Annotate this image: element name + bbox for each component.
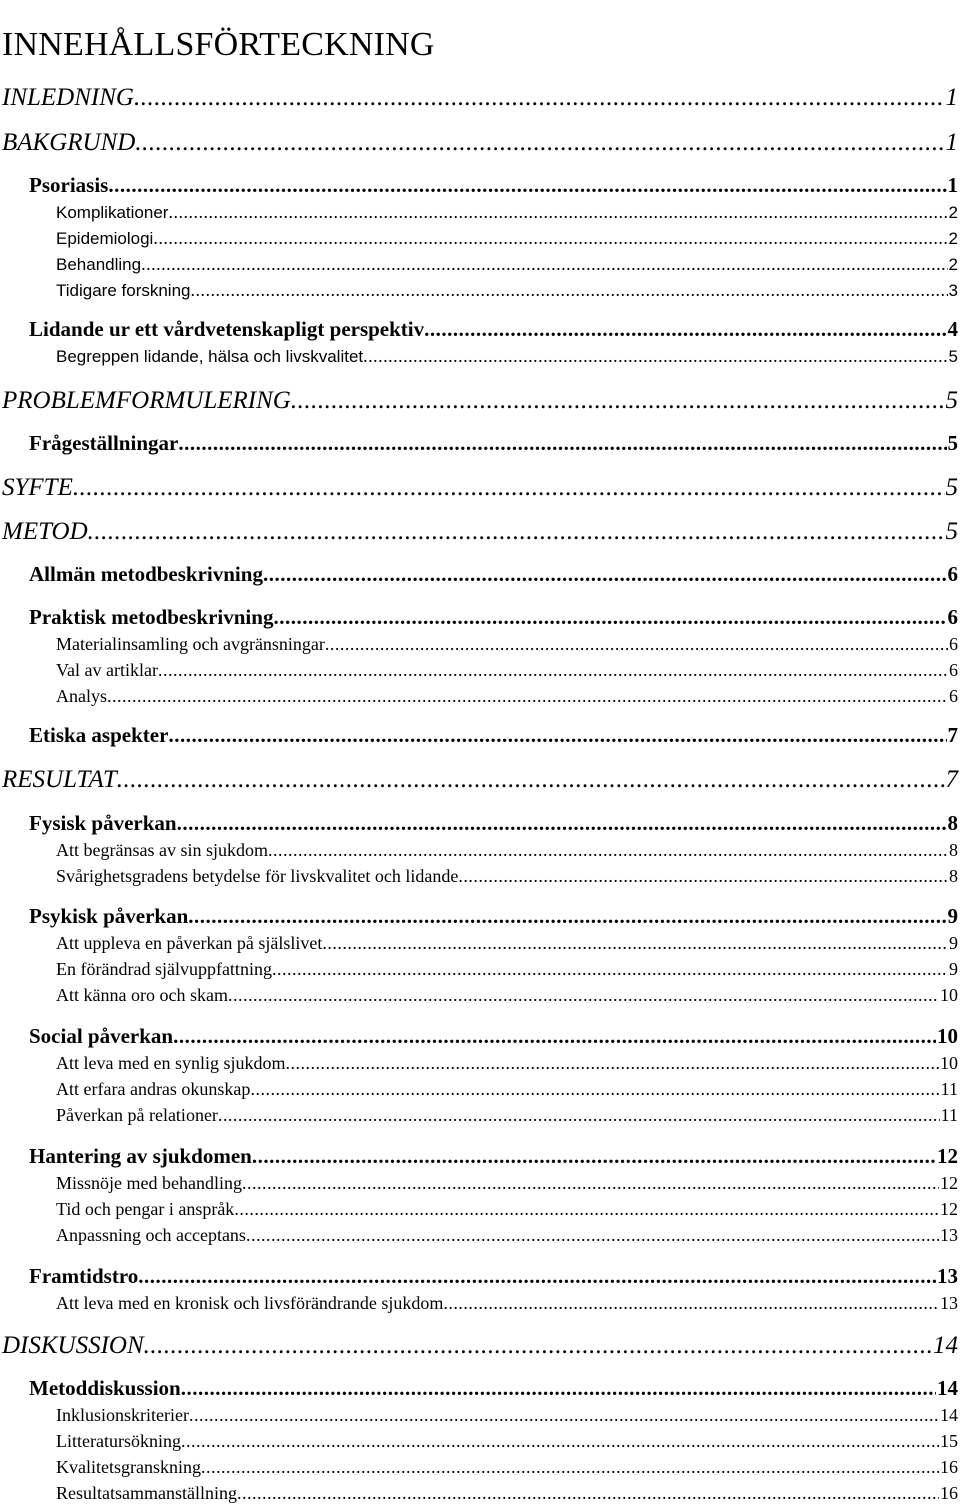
toc-entry-label: Tid och pengar i anspråk xyxy=(56,1199,235,1219)
toc-entry-subsection[interactable] xyxy=(29,604,958,630)
toc-entry-label: SYFTE xyxy=(2,474,73,501)
toc-entry-subsubsection[interactable] xyxy=(56,658,958,682)
toc-entry-subsubsection[interactable] xyxy=(56,252,958,276)
toc-entry-subsubsection[interactable] xyxy=(56,983,958,1007)
toc-entry-page-number: 6 xyxy=(949,660,958,680)
toc-entry-page-number: 12 xyxy=(940,1173,958,1193)
toc-entry-subsection[interactable] xyxy=(29,810,958,836)
toc-entry-section[interactable] xyxy=(2,386,958,416)
toc-entry-subsection[interactable] xyxy=(29,561,958,587)
toc-entry-label: Metoddiskussion xyxy=(29,1376,181,1400)
toc-entry-page-number: 10 xyxy=(940,1053,958,1073)
dot-leader xyxy=(144,1331,932,1361)
dot-leader xyxy=(158,658,948,682)
toc-entry-label: Inklusionskriterier xyxy=(56,1405,189,1425)
toc-entry-page-number: 4 xyxy=(947,317,958,341)
toc-entry-section[interactable] xyxy=(2,765,958,795)
toc-entry-label: Social påverkan xyxy=(29,1024,174,1048)
toc-entry-subsubsection[interactable] xyxy=(56,1429,958,1453)
toc-entry-page-number: 15 xyxy=(940,1431,958,1451)
toc-entry-label: Missnöje med behandling xyxy=(56,1173,242,1193)
toc-entry-label: Komplikationer xyxy=(56,203,169,222)
dot-leader xyxy=(228,983,939,1007)
dot-leader xyxy=(322,931,948,955)
toc-entry-page-number: 5 xyxy=(947,431,958,455)
toc-entry-section[interactable] xyxy=(2,83,958,113)
dot-leader xyxy=(191,278,948,302)
toc-entry-label: METOD xyxy=(2,518,88,545)
toc-entry-label: Att leva med en kronisk och livsförändrande sjukdom xyxy=(56,1293,444,1313)
toc-entry-page-number: 2 xyxy=(948,255,958,274)
dot-leader xyxy=(135,128,944,158)
dot-leader xyxy=(178,430,946,456)
dot-leader xyxy=(153,226,947,250)
toc-entry-section[interactable] xyxy=(2,517,958,547)
dot-leader xyxy=(108,172,946,198)
dot-leader xyxy=(252,1143,936,1169)
dot-leader xyxy=(443,1291,939,1315)
toc-entry-label: Begreppen lidande, hälsa och livskvalitet xyxy=(56,347,364,366)
toc-entry-label: Etiska aspekter xyxy=(29,723,169,747)
toc-entry-page-number: 6 xyxy=(947,562,958,586)
toc-entry-label: Litteratursökning xyxy=(56,1431,181,1451)
dot-leader xyxy=(134,83,945,113)
toc-entry-subsubsection[interactable] xyxy=(56,838,958,862)
dot-leader xyxy=(181,1375,936,1401)
toc-entry-subsection[interactable] xyxy=(29,903,958,929)
toc-entry-subsubsection[interactable] xyxy=(56,1455,958,1479)
dot-leader xyxy=(273,604,946,630)
toc-entry-label: Psoriasis xyxy=(29,173,109,197)
toc-entry-page-number: 13 xyxy=(937,1264,958,1288)
toc-entry-page-number: 2 xyxy=(948,229,958,248)
toc-entry-page-number: 5 xyxy=(945,474,958,501)
toc-entry-label: Kvalitetsgranskning xyxy=(56,1457,201,1477)
toc-entry-label: En förändrad självuppfattning xyxy=(56,959,272,979)
toc-entry-page-number: 9 xyxy=(949,959,958,979)
toc-entry-subsection[interactable] xyxy=(29,1263,958,1289)
toc-entry-label: Val av artiklar xyxy=(56,660,158,680)
dot-leader xyxy=(168,200,947,224)
toc-entry-subsubsection[interactable] xyxy=(56,1197,958,1221)
toc-entry-page-number: 11 xyxy=(940,1079,958,1099)
dot-leader xyxy=(363,344,947,368)
toc-entry-page-number: 6 xyxy=(949,634,958,654)
dot-leader xyxy=(325,632,948,656)
dot-leader xyxy=(181,1429,939,1453)
toc-entry-page-number: 12 xyxy=(937,1144,958,1168)
dot-leader xyxy=(73,473,945,503)
toc-entry-page-number: 12 xyxy=(940,1199,958,1219)
toc-entry-subsubsection[interactable] xyxy=(56,1223,958,1247)
dot-leader xyxy=(117,765,945,795)
toc-entry-label: INLEDNING xyxy=(2,84,134,111)
dot-leader xyxy=(458,864,948,888)
toc-entry-page-number: 14 xyxy=(940,1405,958,1425)
toc-entry-page-number: 1 xyxy=(945,84,958,111)
toc-entry-subsubsection[interactable] xyxy=(56,1403,958,1427)
dot-leader xyxy=(201,1455,939,1479)
dot-leader xyxy=(168,722,946,748)
toc-entry-page-number: 11 xyxy=(940,1105,958,1125)
toc-entry-label: Analys xyxy=(56,686,107,706)
toc-entry-subsubsection[interactable] xyxy=(56,1103,958,1127)
toc-entry-page-number: 7 xyxy=(945,766,958,793)
toc-entry-subsubsection[interactable] xyxy=(56,278,958,302)
toc-entry-label: Att leva med en synlig sjukdom xyxy=(56,1053,286,1073)
dot-leader xyxy=(234,1197,939,1221)
toc-entry-page-number: 13 xyxy=(940,1293,958,1313)
dot-leader xyxy=(218,1103,940,1127)
toc-entry-label: Resultatsammanställning xyxy=(56,1483,237,1503)
toc-entry-subsubsection[interactable] xyxy=(56,864,958,888)
toc-entry-label: Lidande ur ett vårdvetenskapligt perspektiv xyxy=(29,317,425,341)
toc-entry-page-number: 10 xyxy=(940,985,958,1005)
toc-entry-page-number: 8 xyxy=(947,811,958,835)
toc-entry-subsubsection[interactable] xyxy=(56,1291,958,1315)
toc-entry-label: Att erfara andras okunskap xyxy=(56,1079,251,1099)
toc-entry-subsection[interactable] xyxy=(29,430,958,456)
toc-entry-subsection[interactable] xyxy=(29,722,958,748)
page-title: INNEHÅLLSFÖRTECKNING xyxy=(2,25,435,63)
toc-entry-page-number: 6 xyxy=(947,605,958,629)
toc-entry-subsection[interactable] xyxy=(29,1023,958,1049)
dot-leader xyxy=(263,561,947,587)
toc-entry-page-number: 6 xyxy=(949,686,958,706)
toc-entry-page-number: 8 xyxy=(949,866,958,886)
toc-entry-subsection[interactable] xyxy=(29,172,958,198)
toc-entry-section[interactable] xyxy=(2,1331,958,1361)
toc-entry-label: Att känna oro och skam xyxy=(56,985,228,1005)
toc-entry-label: Hantering av sjukdomen xyxy=(29,1144,252,1168)
toc-entry-subsubsection[interactable] xyxy=(56,1171,958,1195)
toc-entry-label: Epidemiologi xyxy=(56,229,154,248)
toc-entry-page-number: 5 xyxy=(948,347,958,366)
toc-entry-label: Frågeställningar xyxy=(29,431,179,455)
toc-entry-subsection[interactable] xyxy=(29,316,958,342)
toc-entry-page-number: 2 xyxy=(948,203,958,222)
toc-entry-label: Materialinsamling och avgränsningar xyxy=(56,634,325,654)
dot-leader xyxy=(424,316,946,342)
toc-entry-subsubsection[interactable] xyxy=(56,200,958,224)
toc-entry-subsection[interactable] xyxy=(29,1375,958,1401)
toc-entry-subsubsection[interactable] xyxy=(56,1077,958,1101)
toc-entry-label: BAKGRUND xyxy=(2,129,136,156)
toc-entry-label: Tidigare forskning xyxy=(56,281,191,300)
toc-entry-label: PROBLEMFORMULERING xyxy=(2,387,291,414)
dot-leader xyxy=(88,517,945,547)
toc-entry-page-number: 14 xyxy=(933,1332,958,1359)
toc-entry-subsubsection[interactable] xyxy=(56,632,958,656)
toc-entry-page-number: 7 xyxy=(947,723,958,747)
dot-leader xyxy=(107,684,948,708)
toc-entry-page-number: 13 xyxy=(940,1225,958,1245)
toc-entry-subsubsection[interactable] xyxy=(56,1051,958,1075)
toc-entry-subsubsection[interactable] xyxy=(56,344,958,368)
toc-entry-section[interactable] xyxy=(2,473,958,503)
toc-entry-label: Påverkan på relationer xyxy=(56,1105,218,1125)
toc-entry-section[interactable] xyxy=(2,128,958,158)
toc-entry-label: Svårighetsgradens betydelse för livskvalitet och lidande xyxy=(56,866,459,886)
toc-entry-subsubsection[interactable] xyxy=(56,684,958,708)
toc-entry-label: RESULTAT xyxy=(2,766,117,793)
toc-entry-label: Allmän metodbeskrivning xyxy=(29,562,263,586)
dot-leader xyxy=(285,1051,939,1075)
toc-entry-page-number: 9 xyxy=(947,904,958,928)
toc-entry-page-number: 16 xyxy=(940,1483,958,1503)
dot-leader xyxy=(246,1223,939,1247)
toc-entry-label: Anpassning och acceptans xyxy=(56,1225,246,1245)
toc-entry-page-number: 5 xyxy=(945,387,958,414)
dot-leader xyxy=(242,1171,939,1195)
dot-leader xyxy=(237,1481,939,1505)
toc-entry-label: DISKUSSION xyxy=(2,1332,144,1359)
dot-leader xyxy=(189,1403,939,1427)
dot-leader xyxy=(177,810,947,836)
dot-leader xyxy=(173,1023,936,1049)
toc-entry-subsubsection[interactable] xyxy=(56,931,958,955)
dot-leader xyxy=(141,252,947,276)
toc-entry-page-number: 14 xyxy=(937,1376,958,1400)
dot-leader xyxy=(268,838,948,862)
toc-entry-label: Behandling xyxy=(56,255,142,274)
toc-entry-label: Att begränsas av sin sjukdom xyxy=(56,840,268,860)
toc-entry-page-number: 8 xyxy=(949,840,958,860)
toc-entry-subsubsection[interactable] xyxy=(56,957,958,981)
toc-entry-subsection[interactable] xyxy=(29,1143,958,1169)
toc-entry-page-number: 5 xyxy=(945,518,958,545)
dot-leader xyxy=(188,903,946,929)
toc-entry-page-number: 9 xyxy=(949,933,958,953)
toc-entry-page-number: 16 xyxy=(940,1457,958,1477)
toc-entry-label: Psykisk påverkan xyxy=(29,904,189,928)
toc-entry-label: Praktisk metodbeskrivning xyxy=(29,605,274,629)
toc-entry-label: Att uppleva en påverkan på själslivet xyxy=(56,933,323,953)
toc-entry-subsubsection[interactable] xyxy=(56,226,958,250)
toc-entry-page-number: 1 xyxy=(947,173,958,197)
toc-entry-page-number: 1 xyxy=(945,129,958,156)
dot-leader xyxy=(250,1077,939,1101)
dot-leader xyxy=(138,1263,936,1289)
toc-entry-page-number: 10 xyxy=(937,1024,958,1048)
toc-entry-page-number: 3 xyxy=(948,281,958,300)
toc-entry-label: Framtidstro xyxy=(29,1264,139,1288)
toc-entry-subsubsection[interactable] xyxy=(56,1481,958,1505)
dot-leader xyxy=(272,957,948,981)
toc-entry-label: Fysisk påverkan xyxy=(29,811,177,835)
dot-leader xyxy=(291,386,945,416)
